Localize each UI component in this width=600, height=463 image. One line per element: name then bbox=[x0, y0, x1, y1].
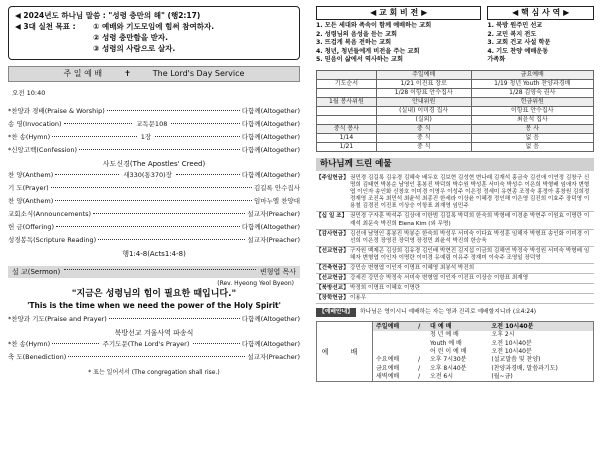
staff-table bbox=[316, 70, 594, 152]
offering-row bbox=[316, 247, 594, 264]
staff-cell: 1월 봉사위원 bbox=[317, 97, 377, 106]
worship-row bbox=[373, 356, 593, 364]
worship-cell: (설교말씀 및 찬양) bbox=[491, 356, 541, 364]
worship-cell: 어 린 이 예 배 bbox=[429, 348, 467, 356]
offering-names: 강민승 변형엽 이인자 이명표 이혜영 최봉석 박진희 bbox=[350, 265, 475, 271]
offering-names: 권민경 구자훈 박석주 김상애 이한범 김길록 박덕희 한숙희 박형배 이경춘 박현주 이원효 이명란 이재석 최문숙 박진희 Elena Kim (외 무명) bbox=[350, 213, 590, 227]
offering-row bbox=[316, 284, 594, 294]
order-item-name: 찬 양(Anthem) bbox=[8, 196, 54, 205]
offering-type: 【선교헌금】 bbox=[316, 275, 349, 282]
worship-cell: 오전 10시40분 bbox=[488, 322, 593, 330]
offering-names: 권민경 김길록 김유경 김혜숙 배두호 김보현 김성현 변나래 김재석 홍금숙 김선애 이연정 김창구 신명희 김태현 박봉순 남영인 홍봉진 박덕희 박수원 박성훈 서미숙 박성수 이은희 박형배 임애자 변형엽 이인자 송인화 신창호 이미경 이영우 이성주 이은정 정세미 유현종 조정숙 홍정아 홍창원 김희정 정재영 조진옥 최민석 최윤석 최종진 한세라 이상윤 이혜경 정인해 이은영 김진희 이효주 장덕영 이용철 김경진 이진표 이상승 이항표 최재영 임민주 bbox=[350, 174, 590, 210]
offering-names: 구자원 백제곤 김상희 김유경 김인배 박현진 김지섭 이금희 김해연 박정숙 박성원 서미숙 박형배 임해자 변형엽 이인자 이명란 이미경 유예림 이유주 정재미 이숙주 조영일 장덕영 bbox=[350, 247, 590, 261]
order-item-name: *찬 송(Hymn) bbox=[8, 132, 51, 141]
worship-cell bbox=[415, 348, 427, 356]
order-item-leader: 설교자(Preacher) bbox=[247, 235, 300, 244]
staff-cell bbox=[317, 88, 377, 97]
core-ministry bbox=[487, 6, 594, 65]
staff-cell: 없 음 bbox=[471, 142, 593, 151]
order-item-leader: 다함께(Altogether) bbox=[241, 170, 300, 179]
worship-cell: 청 년 예 배 bbox=[429, 331, 459, 339]
worship-guide-verse: 하나님은 영이시니 예배하는 자는 영과 진리로 예배할지니라 (요4:24) bbox=[360, 309, 537, 316]
year-theme: ◀ 2024년도 하나님 말씀 : "성령 충만의 해" (행2:17) bbox=[15, 11, 201, 20]
preacher-name-en: (Rev. Hyeong Yeol Byeon) bbox=[217, 279, 294, 287]
order-item-detail: 교독문108 bbox=[136, 119, 168, 128]
dotted-leader bbox=[155, 136, 240, 137]
worship-cell bbox=[415, 331, 427, 339]
staff-cell: 주일예배 bbox=[376, 70, 471, 79]
offering-row bbox=[316, 212, 594, 229]
order-item-leader: 다함께(Altogether) bbox=[241, 119, 301, 128]
offering-row bbox=[316, 274, 594, 284]
order-item bbox=[8, 224, 300, 237]
offering-list bbox=[316, 174, 594, 304]
staff-row bbox=[317, 142, 594, 151]
vision-item: 5. 믿음이 삶에서 역사하는 교회 bbox=[316, 56, 403, 64]
order-item bbox=[8, 354, 300, 367]
staff-cell: (실외) bbox=[376, 115, 471, 124]
core-item: 2. 교민 복지 전도 bbox=[487, 30, 537, 38]
worship-row bbox=[373, 364, 593, 372]
worship-schedule bbox=[316, 321, 594, 382]
order-item-leader: 김길록 안수집사 bbox=[253, 183, 300, 192]
staff-cell: 1/28 김영숙 권사 bbox=[471, 88, 593, 97]
order-item-leader: 다함께(Altogether) bbox=[241, 222, 300, 231]
staff-cell: 1/21 bbox=[317, 142, 377, 151]
offering-names: 이용우 bbox=[350, 295, 367, 302]
staff-cell: 봉 사 bbox=[471, 124, 593, 133]
dotted-leader bbox=[193, 343, 239, 344]
service-title-bar bbox=[8, 66, 300, 82]
order-item bbox=[8, 341, 300, 354]
order-item bbox=[8, 198, 300, 211]
staff-cell: 기도순서 bbox=[317, 79, 377, 88]
core-list bbox=[487, 22, 594, 65]
staff-cell: 1/19 청년 Youth 찬양과경배 bbox=[471, 79, 593, 88]
core-item: 가족화 bbox=[487, 56, 506, 64]
dotted-leader bbox=[51, 187, 252, 188]
staff-cell: 1/28 이항표 안수집사 bbox=[376, 88, 471, 97]
order-item bbox=[8, 108, 300, 121]
left-column bbox=[8, 6, 300, 376]
order-item-name: 찬 양(Anthem) bbox=[8, 170, 54, 179]
worship-cell: (찬양과경배, 말씀과기도) bbox=[491, 364, 558, 372]
sermon-label: 설 교(Sermon) bbox=[12, 267, 61, 276]
order-item bbox=[8, 172, 300, 185]
dotted-leader bbox=[79, 149, 240, 150]
worship-cell: 주일예배 bbox=[373, 322, 415, 330]
dotted-leader bbox=[176, 174, 240, 175]
order-list-3 bbox=[8, 316, 300, 329]
order-item-name: *찬양과 기도(Praise and Prayer) bbox=[8, 314, 107, 323]
staff-cell: 없 음 bbox=[471, 133, 593, 142]
staff-cell: 중 식 bbox=[376, 142, 471, 151]
offering-names: 김선애 남영인 홍봉진 박봉순 한숙희 박성우 서미숙 이다효 박성훈 임해자 박형표 송인화 이미경 이선희 이은정 장영진 장덕영 장정민 최윤석 박진희 한승욱 bbox=[350, 230, 590, 244]
offering-title: 하나님께 드린 예물 bbox=[316, 158, 594, 171]
offering-type: 【선교헌금】 bbox=[316, 247, 349, 254]
worship-cell bbox=[373, 339, 415, 347]
order-item-detail: 1장 bbox=[140, 132, 152, 141]
staff-cell: 헌금위원 bbox=[471, 97, 593, 106]
worship-cell: 수요예배 bbox=[376, 356, 400, 364]
staff-cell: 최윤석 집사 bbox=[471, 115, 593, 124]
worship-guide-label: 【예배안내】 bbox=[316, 308, 356, 317]
dotted-leader bbox=[55, 174, 119, 175]
sermon-quote-ko: "지금은 성령님의 힘이 필요한 때입니다." bbox=[71, 288, 237, 299]
dotted-leader bbox=[64, 269, 256, 270]
dotted-leader bbox=[93, 213, 245, 214]
worship-cell: 오전 10시40분 bbox=[491, 348, 532, 356]
order-item-name: 축 도(Benediction) bbox=[8, 352, 67, 361]
dotted-leader bbox=[107, 110, 240, 111]
worship-schedule-label: 예 배 bbox=[317, 322, 373, 381]
order-list-2 bbox=[8, 172, 300, 250]
worship-cell: (월~금) bbox=[491, 373, 513, 381]
order-item-detail: 주기도문(The Lord's Prayer) bbox=[102, 339, 190, 348]
vision-item: 3. 뜨겁게 복음 전하는 교회 bbox=[316, 39, 392, 47]
staff-row bbox=[317, 97, 594, 106]
worship-cell: 오후 2시 bbox=[491, 331, 515, 339]
order-item bbox=[8, 211, 300, 224]
worship-row bbox=[373, 373, 593, 381]
core-item: 4. 기도 찬양 예배운동 bbox=[487, 47, 549, 55]
offering-row bbox=[316, 294, 594, 304]
offering-names: 강세진 강민승 박정숙 서미숙 변형엽 이인자 이진표 이상승 이항표 최재영 bbox=[350, 275, 529, 282]
order-item-leader: 다함께(Altogether) bbox=[241, 132, 300, 141]
staff-row bbox=[317, 124, 594, 133]
core-item: 1. 북방 원주민 선교 bbox=[487, 22, 543, 29]
offering-type: 【북방선교】 bbox=[316, 285, 349, 292]
worship-cell: / bbox=[415, 322, 427, 330]
staff-cell bbox=[317, 106, 377, 115]
staff-row bbox=[317, 133, 594, 142]
order-item-name: 송 영(Invocation) bbox=[8, 119, 62, 128]
core-title: ◀ 핵 심 사 역 ▶ bbox=[487, 6, 594, 20]
order-item-leader: 다함께(Altogether) bbox=[241, 339, 300, 348]
dotted-leader bbox=[52, 343, 98, 344]
worship-row bbox=[373, 322, 593, 330]
dotted-leader bbox=[98, 239, 245, 240]
staff-cell bbox=[317, 115, 377, 124]
service-title-en: The Lord's Day Service bbox=[152, 69, 245, 79]
offering-type: 【십 일 조】 bbox=[316, 213, 348, 220]
worship-cell: 대 예 배 bbox=[427, 322, 488, 330]
worship-row bbox=[373, 339, 593, 347]
order-item-name: 교회소식(Announcements) bbox=[8, 209, 92, 218]
goal-item: ② 성령 충만함을 받자. bbox=[93, 33, 168, 42]
order-item-leader: 다함께(Altogether) bbox=[241, 106, 300, 115]
order-item-leader: 다함께(Altogether) bbox=[241, 145, 300, 154]
order-item-leader: 임마누엘 찬양대 bbox=[253, 196, 300, 205]
creed-line: 사도신경(The Apostles' Creed) bbox=[102, 159, 206, 168]
staff-row bbox=[317, 79, 594, 88]
core-item: 3. 교회 건교 사설 학문 bbox=[487, 39, 551, 47]
order-item-name: 성경봉독(Scripture Reading) bbox=[8, 235, 97, 244]
standing-note: * 표는 일어서서 (The congregation shall rise.) bbox=[88, 368, 220, 376]
worship-cell: Youth 예 배 bbox=[429, 339, 462, 347]
staff-cell: 이항표 안수집사 bbox=[471, 106, 593, 115]
right-column bbox=[316, 6, 594, 382]
worship-row bbox=[373, 348, 593, 356]
dotted-leader bbox=[171, 123, 240, 124]
vision-item: 1. 모든 세대와 족속이 함께 예배하는 교회 bbox=[316, 22, 432, 29]
order-item-name: 헌 금(Offering) bbox=[8, 222, 55, 231]
worship-cell: 금요예배 bbox=[376, 364, 400, 372]
staff-row bbox=[317, 106, 594, 115]
offering-type: 【감사헌금】 bbox=[316, 230, 349, 237]
staff-cell: 안내위원 bbox=[376, 97, 471, 106]
scripture-line: 행1:4-8(Acts1:4-8) bbox=[122, 249, 186, 258]
offering-type: 【주일헌금】 bbox=[316, 174, 349, 181]
goals-row bbox=[15, 22, 293, 53]
offering-type: 【건축헌금】 bbox=[316, 265, 349, 271]
service-title: 주 일 예 배 bbox=[63, 69, 103, 79]
goals-label: ◀ 3대 실천 목표 : bbox=[15, 22, 76, 31]
mission-sending: 북방선교 겨울사역 파송식 bbox=[114, 328, 194, 337]
dotted-leader bbox=[109, 318, 240, 319]
staff-cell: 중 식 bbox=[376, 124, 471, 133]
order-item-detail: 새330(통370)장 bbox=[123, 170, 172, 179]
dotted-leader bbox=[52, 136, 137, 137]
staff-cell: 1/14 bbox=[317, 133, 377, 142]
goal-item: ① 예배와 기도모임에 힘써 참여하자. bbox=[93, 22, 215, 31]
staff-cell: 중식 봉사 bbox=[317, 124, 377, 133]
worship-cell: 오전 10시40분 bbox=[491, 339, 532, 347]
vision-item: 2. 성령님의 음성을 듣는 교회 bbox=[316, 30, 398, 38]
staff-cell: 중 식 bbox=[376, 133, 471, 142]
worship-cell: / bbox=[418, 373, 421, 381]
goals-list bbox=[93, 22, 214, 53]
vision-title: ◀ 교 회 비 전 ▶ bbox=[316, 6, 481, 20]
worship-cell: 오후 8시40분 bbox=[429, 364, 467, 372]
vision-section bbox=[316, 6, 594, 65]
order-item-leader: 설교자(Preacher) bbox=[247, 352, 300, 361]
cross-icon: ✝ bbox=[124, 69, 131, 79]
preacher-name: 변형엽 목사 bbox=[259, 267, 296, 276]
offering-row bbox=[316, 264, 594, 274]
order-item bbox=[8, 316, 300, 329]
staff-cell: 1/21 이진표 장로 bbox=[376, 79, 471, 88]
worship-cell: 새벽예배 bbox=[376, 373, 400, 381]
offering-names: 박정희 이명표 이혜호 이명란 bbox=[350, 285, 421, 292]
order-list-4 bbox=[8, 341, 300, 367]
order-item-name: 기 도(Prayer) bbox=[8, 183, 49, 192]
worship-cell bbox=[415, 339, 427, 347]
dotted-leader bbox=[64, 123, 133, 124]
dotted-leader bbox=[68, 356, 245, 357]
order-item-name: *찬 송(Hymn) bbox=[8, 339, 51, 348]
offering-type: 【장학헌금】 bbox=[316, 295, 349, 302]
staff-cell: 금요예배 bbox=[471, 70, 593, 79]
theme-box bbox=[8, 6, 300, 60]
worship-guide-line bbox=[316, 308, 594, 317]
order-item bbox=[8, 237, 300, 250]
vision-list bbox=[316, 22, 481, 65]
order-item bbox=[8, 147, 300, 160]
dotted-leader bbox=[56, 226, 240, 227]
order-item-leader: 다함께(Altogether) bbox=[241, 314, 300, 323]
staff-row bbox=[317, 88, 594, 97]
dotted-leader bbox=[55, 200, 252, 201]
order-item bbox=[8, 185, 300, 198]
vision-item: 4. 청년, 청년들에게 비전을 주는 교회 bbox=[316, 47, 420, 55]
sermon-quote-en: 'This is the time when we need the power of the Holy Spirit' bbox=[27, 300, 281, 310]
staff-cell: (실내) 이미경 집사 bbox=[376, 106, 471, 115]
order-item bbox=[8, 134, 300, 147]
worship-cell: 오전 6시 bbox=[429, 373, 454, 381]
worship-cell: / bbox=[418, 364, 421, 372]
offering-row bbox=[316, 230, 594, 247]
staff-row bbox=[317, 115, 594, 124]
worship-row bbox=[373, 331, 593, 339]
sermon-bar bbox=[8, 266, 300, 278]
order-item-name: *찬양과 경배(Praise & Worship) bbox=[8, 106, 105, 115]
staff-row bbox=[317, 70, 594, 79]
worship-schedule-table bbox=[373, 322, 593, 381]
goal-item: ③ 성령의 사람으로 살자. bbox=[93, 44, 176, 53]
order-item-leader: 설교자(Preacher) bbox=[247, 209, 300, 218]
church-vision bbox=[316, 6, 481, 65]
worship-cell: 오후 7시30분 bbox=[429, 356, 467, 364]
order-list-1 bbox=[8, 108, 300, 160]
staff-cell bbox=[317, 70, 377, 79]
order-item-name: *신앙고백(Confession) bbox=[8, 145, 78, 154]
offering-row bbox=[316, 174, 594, 212]
worship-cell bbox=[373, 348, 415, 356]
worship-cell: / bbox=[418, 356, 421, 364]
order-item bbox=[8, 121, 300, 134]
service-time: 오전 10:40 bbox=[12, 89, 46, 97]
worship-cell bbox=[373, 331, 415, 339]
